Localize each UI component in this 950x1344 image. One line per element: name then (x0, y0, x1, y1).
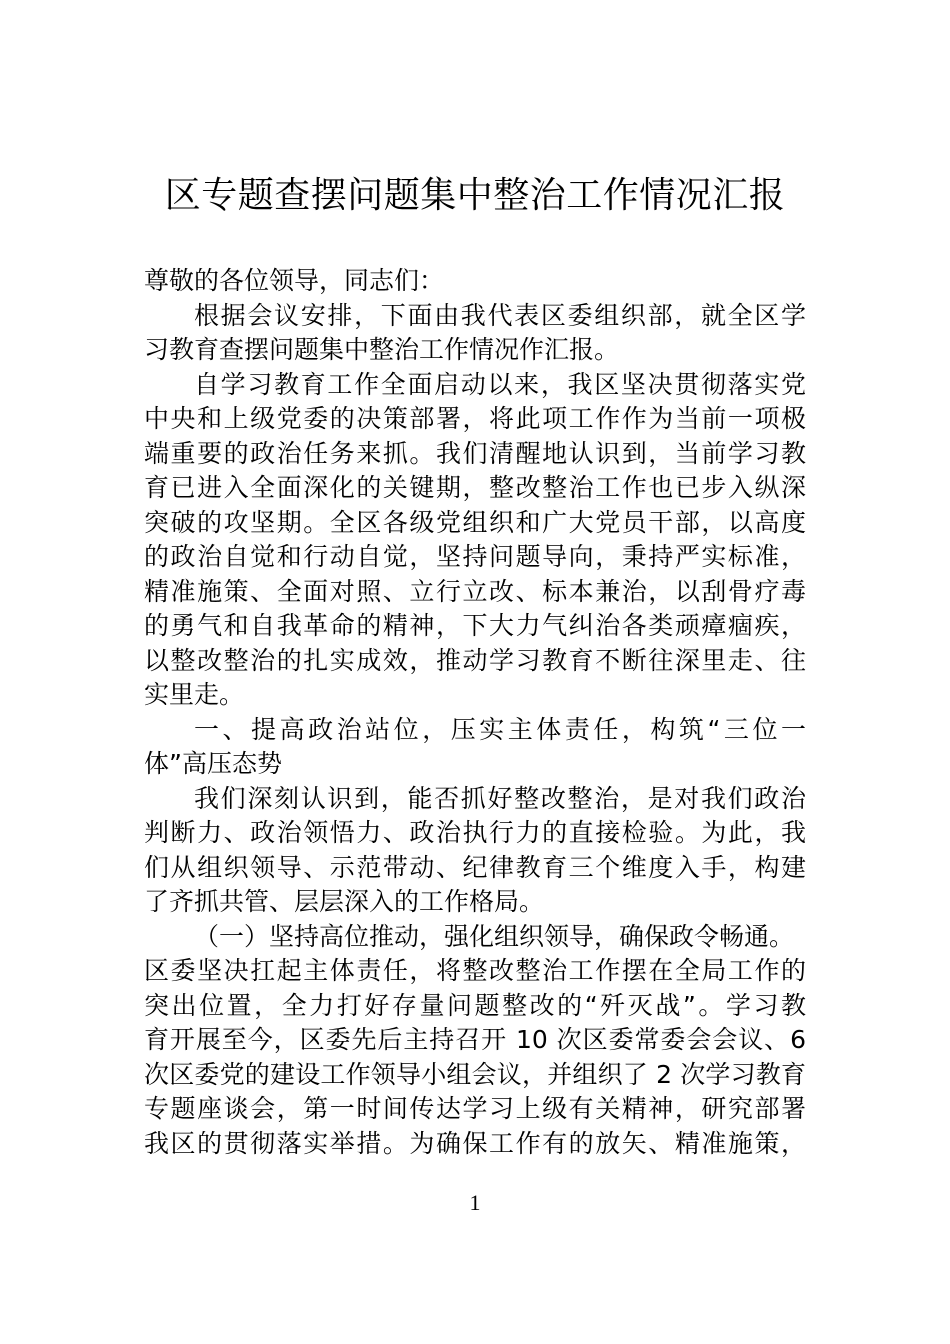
paragraph-line: 判断力、政治领悟力、政治执行力的直接检验。为此，我 (144, 818, 806, 847)
paragraph-line: 区委坚决扛起主体责任，将整改整治工作摆在全局工作的 (144, 956, 806, 985)
paragraph-line: 次区委党的建设工作领导小组会议，并组织了 2 次学习教育 (144, 1059, 806, 1089)
subsection-heading-line: （一）坚持高位推动，强化组织领导，确保政令畅通。 (194, 921, 795, 951)
page-number: 1 (469, 1190, 481, 1215)
paragraph-line: 的政治自觉和行动自觉，坚持问题导向，秉持严实标准， (144, 542, 806, 571)
paragraph-line: 专题座谈会，第一时间传达学习上级有关精神，研究部署 (144, 1094, 806, 1123)
paragraph-line: 实里走。 (144, 680, 245, 709)
paragraph-line: 习教育查摆问题集中整治工作情况作汇报。 (144, 335, 620, 364)
paragraph-line: 育开展至今，区委先后主持召开 10 次区委常委会会议、6 (144, 1025, 806, 1054)
document-body (144, 264, 806, 1161)
section-heading-line: 体”高压态势 (144, 749, 282, 778)
section-heading-line: 一、提高政治站位，压实主体责任，构筑“三位一 (194, 714, 806, 744)
paragraph-line: 的勇气和自我革命的精神，下大力气纠治各类顽瘴痼疾， (144, 611, 806, 640)
paragraph-line: 了齐抓共管、层层深入的工作格局。 (144, 887, 545, 916)
paragraph-line: 突出位置，全力打好存量问题整改的“歼灭战”。学习教 (144, 990, 806, 1020)
paragraph-line: 突破的攻坚期。全区各级党组织和广大党员干部，以高度 (144, 507, 806, 537)
paragraph-line: 以整改整治的扎实成效，推动学习教育不断往深里走、往 (144, 645, 806, 675)
paragraph-line: 自学习教育工作全面启动以来，我区坚决贯彻落实党 (194, 369, 806, 399)
document-title: 区专题查摆问题集中整治工作情况汇报 (164, 175, 786, 216)
paragraph-line: 我们深刻认识到，能否抓好整改整治，是对我们政治 (194, 783, 806, 813)
paragraph-line: 育已进入全面深化的关键期，整改整治工作也已步入纵深 (144, 473, 806, 502)
paragraph-line: 精准施策、全面对照、立行立改、标本兼治，以刮骨疗毒 (144, 576, 806, 606)
paragraph-line: 我区的贯彻落实举措。为确保工作有的放矢、精准施策， (144, 1128, 806, 1158)
salutation-line: 尊敬的各位领导，同志们： (144, 266, 445, 295)
paragraph-line: 们从组织领导、示范带动、纪律教育三个维度入手，构建 (144, 852, 806, 882)
paragraph-line: 根据会议安排，下面由我代表区委组织部，就全区学 (194, 300, 806, 330)
paragraph-line: 端重要的政治任务来抓。我们清醒地认识到，当前学习教 (144, 438, 806, 468)
paragraph-line: 中央和上级党委的决策部署，将此项工作作为当前一项极 (144, 404, 806, 433)
